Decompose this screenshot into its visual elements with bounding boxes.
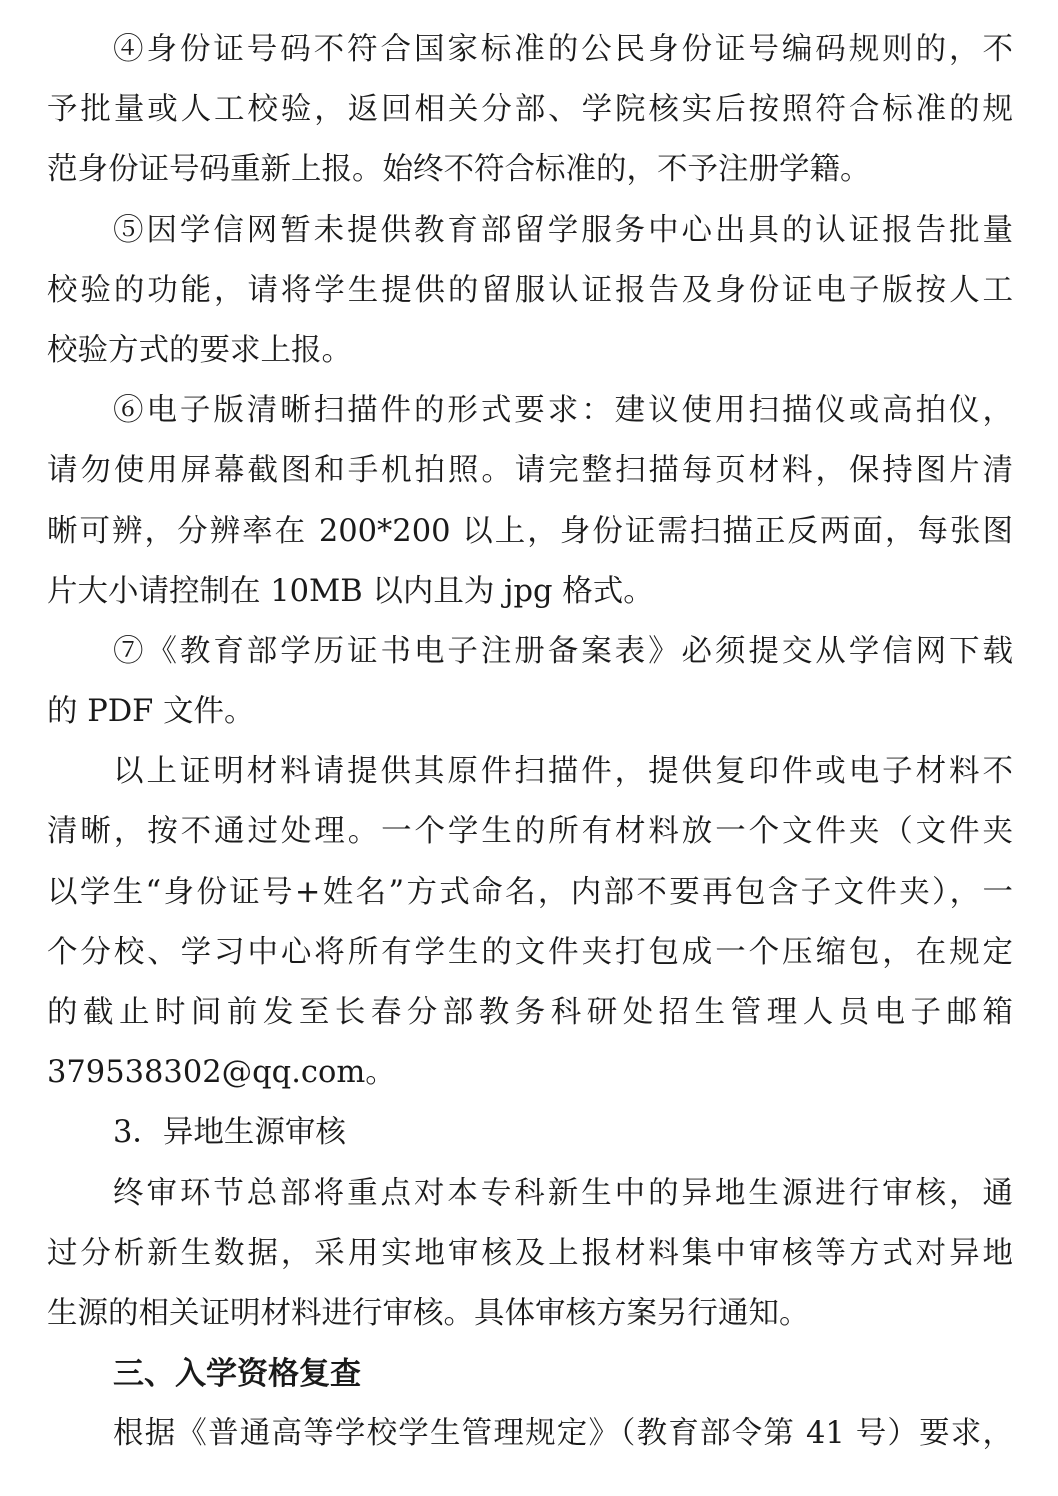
text-line: 范身份证号码重新上报。始终不符合标准的，不予注册学籍。 [47, 152, 871, 188]
text-line: 根据《普通高等学校学生管理规定》（教育部令第 41 号）要求， [113, 1416, 1013, 1452]
text-line: ⑤因学信网暂未提供教育部留学服务中心出具的认证报告批量 [113, 212, 1013, 248]
text-line: 终审环节总部将重点对本专科新生中的异地生源进行审核，通 [113, 1175, 1013, 1211]
text-line: ⑦《教育部学历证书电子注册备案表》必须提交从学信网下载 [113, 633, 1013, 669]
text-line: 校验方式的要求上报。 [47, 332, 352, 368]
text-line: 晰可辨，分辨率在 200*200 以上，身份证需扫描正反两面，每张图 [47, 513, 1013, 549]
text-line: 生源的相关证明材料进行审核。具体审核方案另行通知。 [47, 1295, 810, 1331]
text-line: 的 PDF 文件。 [47, 694, 255, 730]
section-heading: 三、入学资格复查 [113, 1356, 361, 1393]
text-line: ④身份证号码不符合国家标准的公民身份证号编码规则的，不 [113, 32, 1013, 67]
text-line: 过分析新生数据，采用实地审核及上报材料集中审核等方式对异地 [47, 1235, 1013, 1271]
text-line: 个分校、学习中心将所有学生的文件夹打包成一个压缩包，在规定 [47, 934, 1013, 970]
text-line: 予批量或人工校验，返回相关分部、学院核实后按照符合标准的规 [47, 92, 1013, 128]
text-line: ⑥电子版清晰扫描件的形式要求：建议使用扫描仪或高拍仪， [113, 393, 1013, 429]
text-line: 379538302@qq.com。 [47, 1055, 396, 1091]
text-line: 以学生“身份证号+姓名”方式命名，内部不要再包含子文件夹），一 [47, 874, 1013, 910]
text-line: 3．异地生源审核 [113, 1115, 346, 1151]
text-line: 校验的功能，请将学生提供的留服认证报告及身份证电子版按人工 [47, 272, 1013, 308]
text-line: 请勿使用屏幕截图和手机拍照。请完整扫描每页材料，保持图片清 [47, 453, 1013, 489]
text-line: 以上证明材料请提供其原件扫描件，提供复印件或电子材料不 [113, 754, 1013, 790]
text-line: 的截止时间前发至长春分部教务科研处招生管理人员电子邮箱 [47, 995, 1013, 1030]
document-page [47, 20, 1013, 1465]
text-line: 清晰，按不通过处理。一个学生的所有材料放一个文件夹（文件夹 [47, 814, 1013, 850]
text-line: 片大小请控制在 10MB 以内且为 jpg 格式。 [47, 573, 654, 609]
